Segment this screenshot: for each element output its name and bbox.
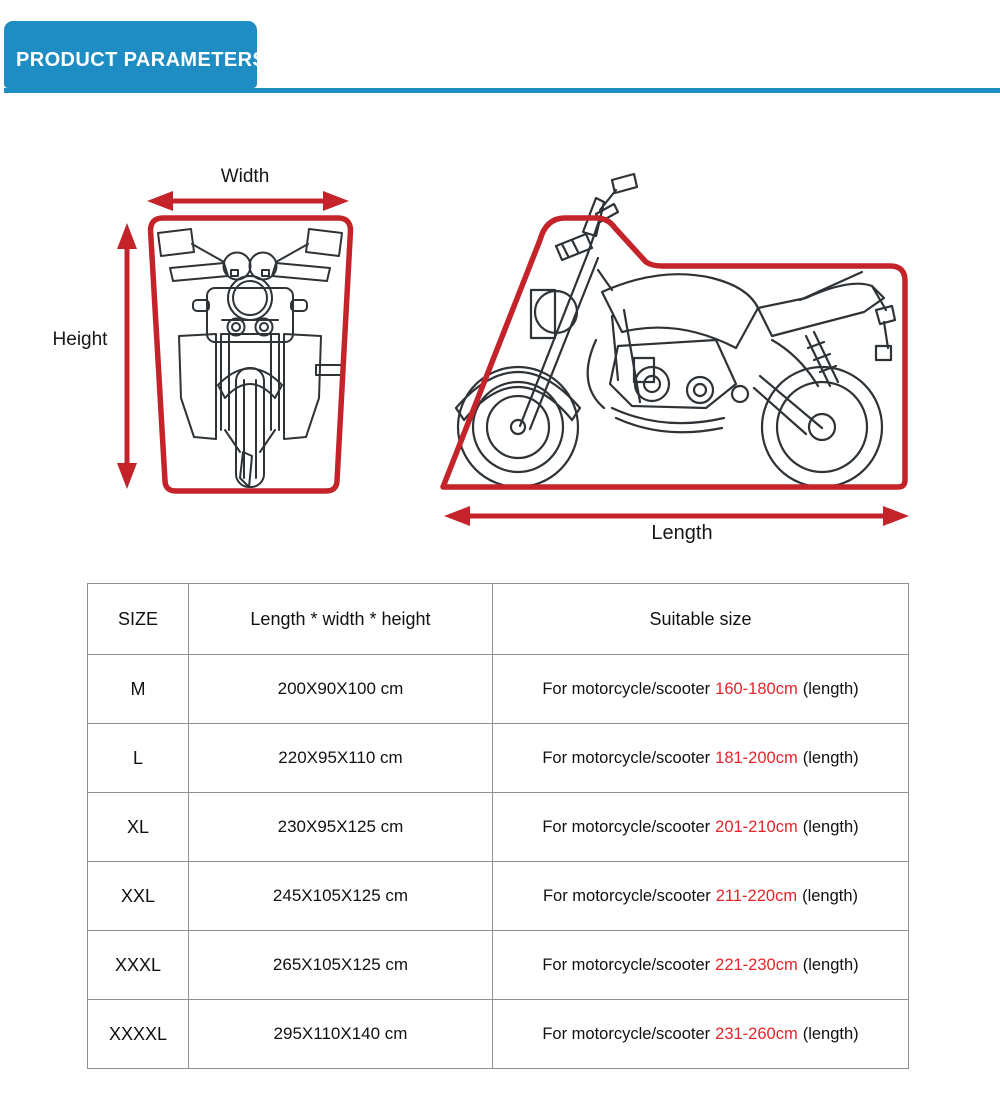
table-row [88, 655, 909, 724]
col-header-suitable: Suitable size [493, 584, 909, 655]
suitable-suffix: (length) [802, 748, 859, 767]
dimensions-value: 265X105X125 cm [189, 931, 493, 1000]
dimensions-value: 295X110X140 cm [189, 1000, 493, 1069]
suitable-prefix: For motorcycle/scooter [542, 817, 711, 836]
table-row [88, 862, 909, 931]
size-table [87, 583, 909, 1069]
size-measurement-diagram [0, 140, 1000, 560]
length-range-highlight: 231-260cm [715, 1024, 798, 1043]
width-arrow-icon [147, 191, 349, 211]
suitable-suffix: (length) [802, 679, 859, 698]
length-dimension-label: Length [651, 522, 713, 544]
length-range-highlight: 160-180cm [715, 679, 798, 698]
length-range-highlight: 211-220cm [715, 886, 798, 905]
suitable-suffix: (length) [802, 817, 859, 836]
suitable-suffix: (length) [802, 1024, 859, 1043]
height-dimension-label: Height [52, 329, 108, 350]
suitable-size-value [493, 793, 909, 862]
dimensions-value: 200X90X100 cm [189, 655, 493, 724]
length-range-highlight: 181-200cm [715, 748, 798, 767]
size-value: XXL [88, 862, 189, 931]
section-header-banner [4, 21, 267, 88]
dimensions-value: 220X95X110 cm [189, 724, 493, 793]
table-row [88, 724, 909, 793]
length-arrow-icon [444, 506, 909, 526]
suitable-prefix: For motorcycle/scooter [542, 748, 711, 767]
suitable-size-value [493, 655, 909, 724]
suitable-prefix: For motorcycle/scooter [542, 679, 711, 698]
length-range-highlight: 201-210cm [715, 817, 798, 836]
suitable-prefix: For motorcycle/scooter [542, 955, 711, 974]
length-range-highlight: 221-230cm [715, 955, 798, 974]
size-value: L [88, 724, 189, 793]
dimensions-value: 230X95X125 cm [189, 793, 493, 862]
col-header-dimensions: Length * width * height [189, 584, 493, 655]
suitable-size-value [493, 724, 909, 793]
suitable-size-value [493, 931, 909, 1000]
width-dimension-label: Width [220, 166, 270, 187]
size-value: XXXXL [88, 1000, 189, 1069]
size-value: M [88, 655, 189, 724]
suitable-size-value [493, 862, 909, 931]
col-header-size: SIZE [88, 584, 189, 655]
height-arrow-icon [117, 223, 137, 489]
size-value: XL [88, 793, 189, 862]
motorcycle-side-outline-icon [456, 174, 895, 487]
suitable-suffix: (length) [802, 955, 859, 974]
motorcycle-front-outline-icon [158, 229, 342, 487]
section-title: PRODUCT PARAMETERS [16, 49, 267, 71]
size-value: XXXL [88, 931, 189, 1000]
side-cover-outline [443, 218, 905, 487]
table-row [88, 931, 909, 1000]
table-row [88, 1000, 909, 1069]
dimensions-value: 245X105X125 cm [189, 862, 493, 931]
table-row [88, 793, 909, 862]
header-divider-line [4, 88, 1000, 93]
suitable-size-value [493, 1000, 909, 1069]
suitable-prefix: For motorcycle/scooter [542, 1024, 711, 1043]
suitable-prefix: For motorcycle/scooter [542, 886, 711, 905]
suitable-suffix: (length) [802, 886, 859, 905]
table-header-row [88, 584, 909, 655]
